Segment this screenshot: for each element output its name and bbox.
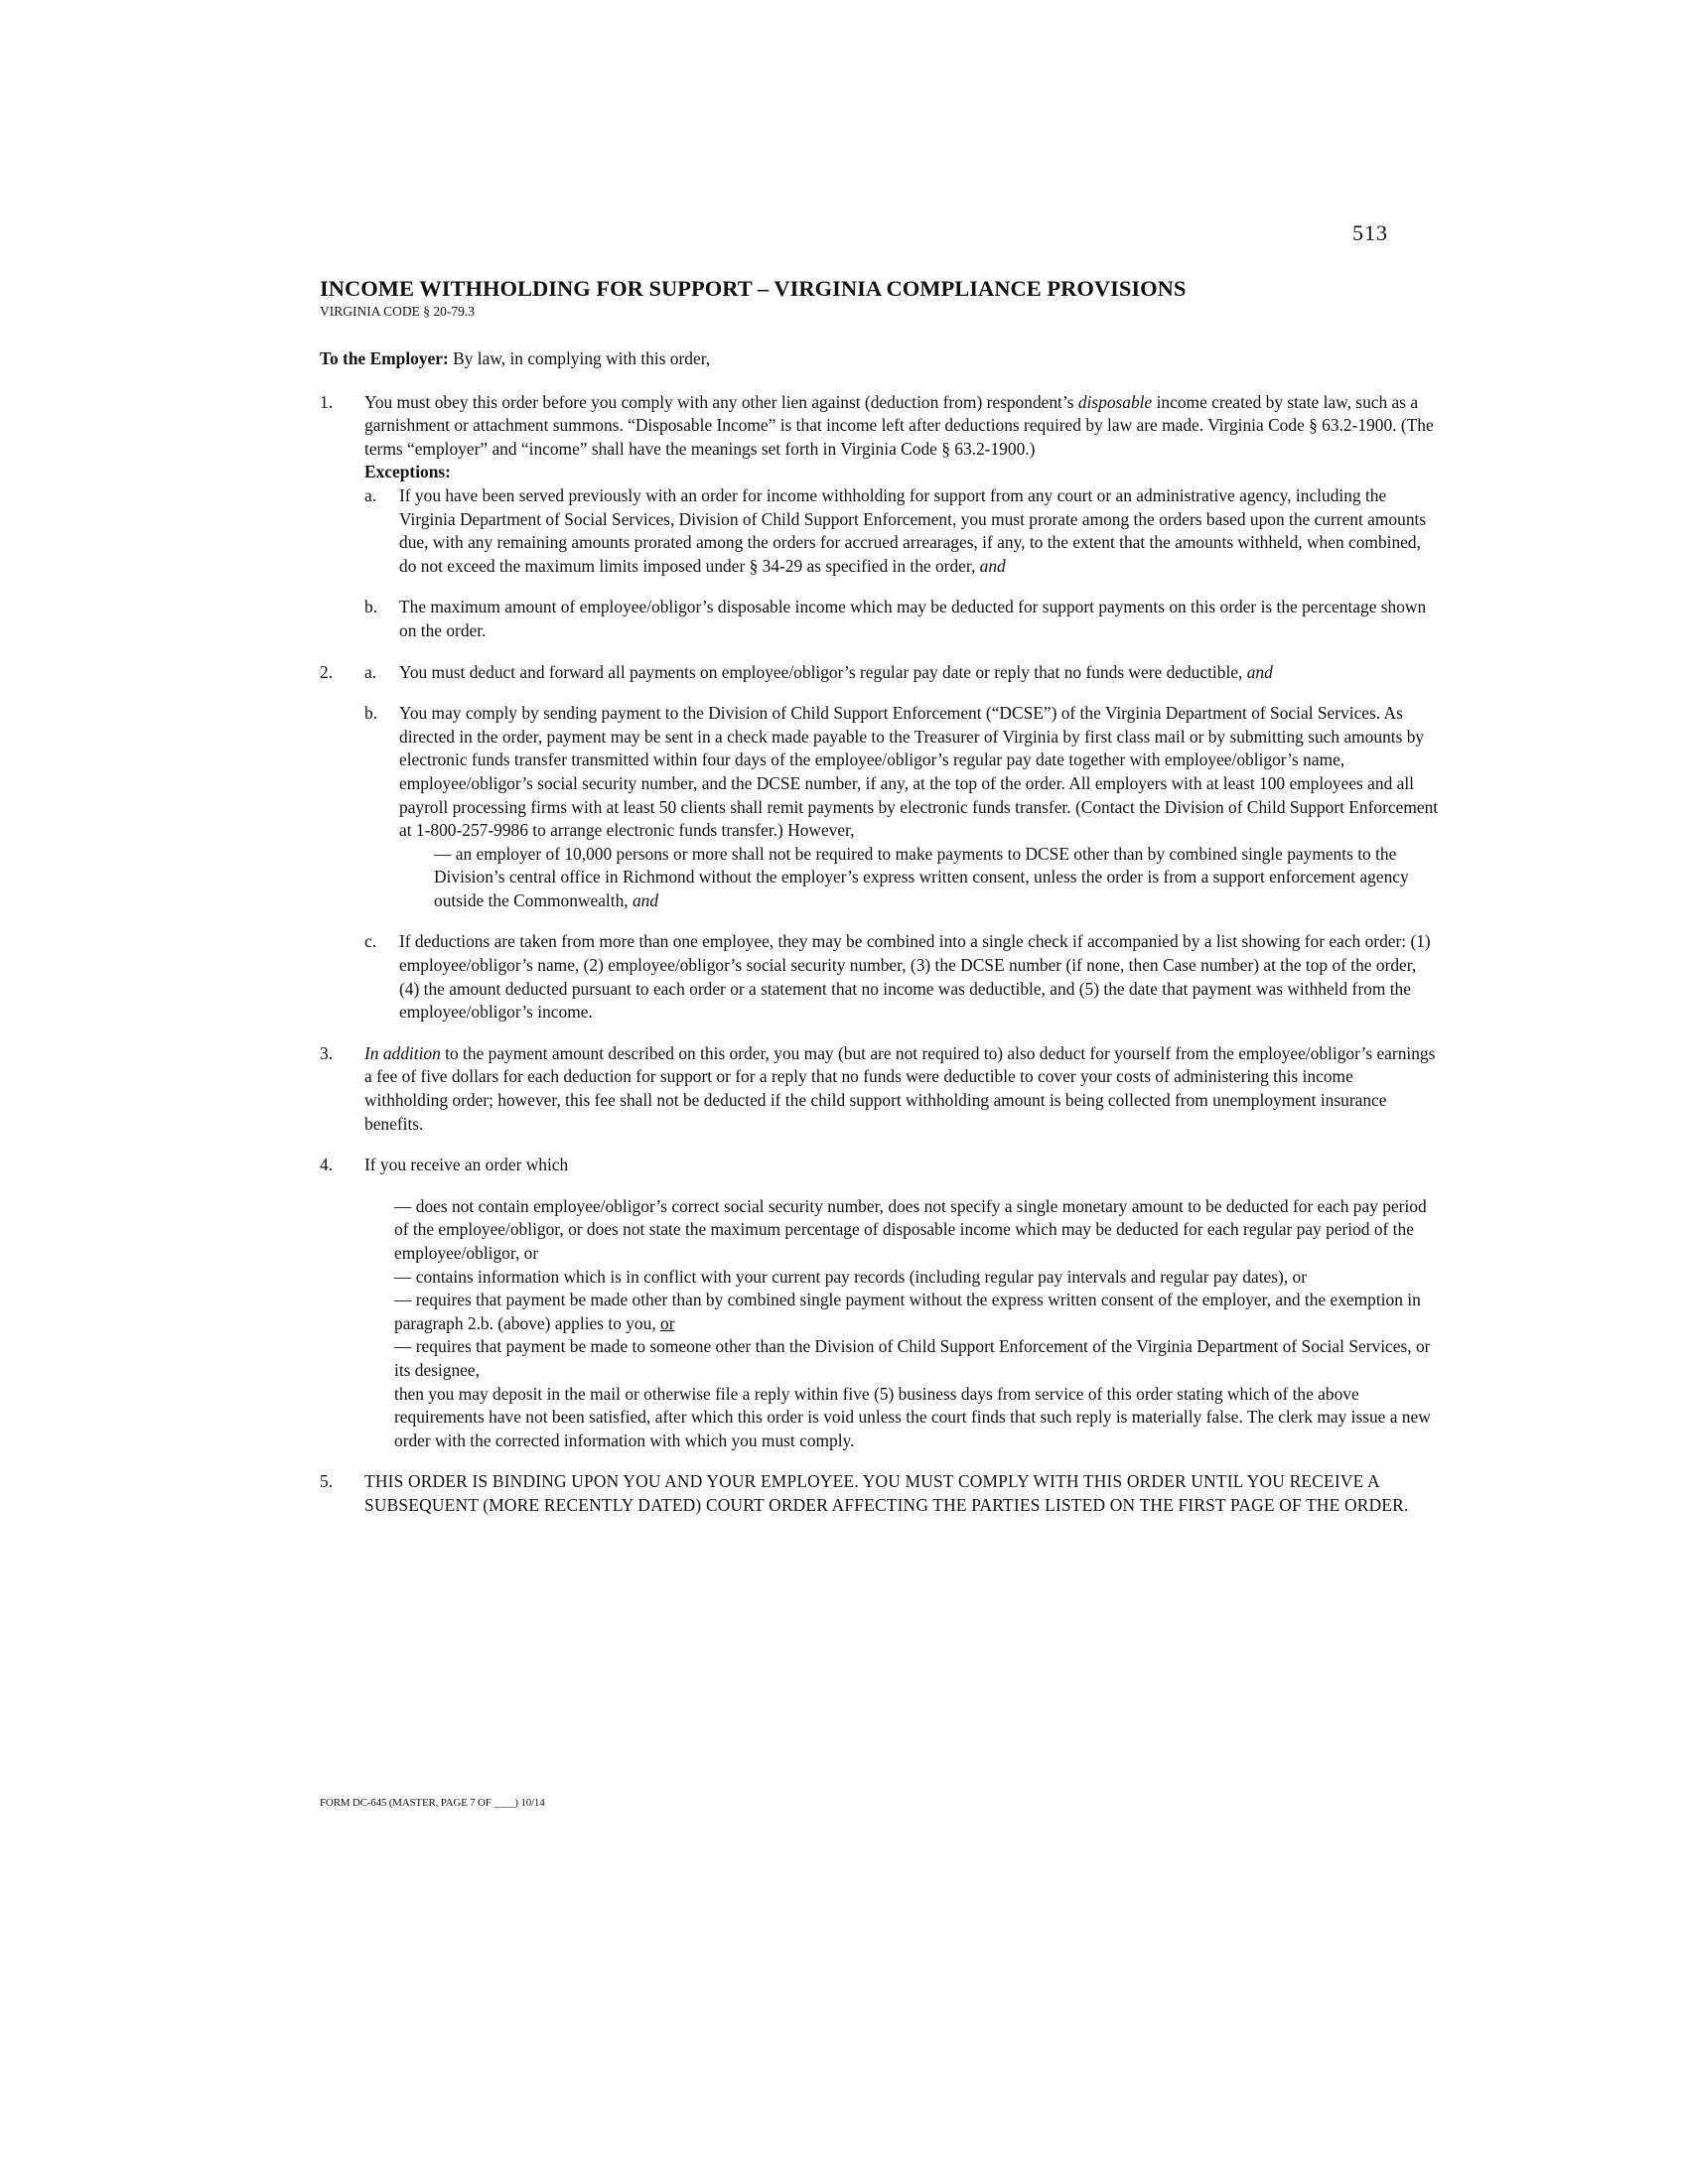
- item-3-text: to the payment amount described on this order, you may (but are not required to) also deduct for yourself from the employee/obligor’s earnings a fee of five dollars for each deduction for support or for a reply that no funds were deductible to cover your costs of administering this income withholding order; however, this fee shall not be deducted if the child support withholding amount is being collected from unemployment insurance benefits.: [364, 1042, 1436, 1134]
- item-number: 2.: [320, 661, 334, 682]
- item-2b-dash-emphasis: and: [632, 889, 659, 910]
- item-2c: [364, 930, 1440, 1024]
- list-item-2: [320, 661, 1440, 1024]
- list-item-4: [320, 1154, 1440, 1452]
- item-2b-text: You may comply by sending payment to the Division of Child Support Enforcement (“DCSE”) of the Virginia Department of Social Services. As directed in the order, payment may be sent in a check made payable to the Treasurer of Virginia by first class mail or by submitting such amounts by electronic funds transfer transmitted within four days of the employee/obligor’s regular pay date together with employee/obligor’s name, employee/obligor’s social security number, and the DCSE number, if any, at the top of the order. All employers with at least 100 employees and all payroll processing firms with at least 50 clients shall remit payments by electronic funds transfer. (Contact the Division of Child Support Enforcement at 1-800-257-9986 to arrange electronic funds transfer.) However,: [399, 703, 1439, 841]
- item-4-dash-2: — contains information which is in conflict with your current pay records (including regular pay intervals and regular pay dates), or: [394, 1266, 1308, 1287]
- item-1-text-a: You must obey this order before you comply with any other lien against (deduction from) respondent’s: [364, 391, 1078, 412]
- sub-body: [399, 484, 1440, 578]
- item-1-text: [364, 391, 1440, 462]
- item-2a-text: You must deduct and forward all payments on employee/obligor’s regular pay date or reply that no funds were deductible,: [399, 661, 1247, 682]
- sub-body: [399, 702, 1440, 912]
- item-4-dash-3: [364, 1289, 1440, 1335]
- item-number: 3.: [320, 1042, 334, 1063]
- document-body: [320, 276, 1440, 1536]
- document-subtitle: VIRGINIA CODE § 20-79.3: [320, 304, 475, 319]
- item-number: 4.: [320, 1155, 334, 1175]
- list-item-3: [320, 1042, 1440, 1136]
- item-2b-dash-text: — an employer of 10,000 persons or more shall not be required to make payments to DCSE other than by combined single payments to the Division’s central office in Richmond without the employer’s express written consent, unless the order is from a support enforcement agency outside the Commonwealth,: [434, 843, 1409, 910]
- page-number: 513: [1352, 220, 1388, 245]
- item-4-dash-3-text: — requires that payment be made other than by combined single payment without the express written consent of the employer, and the exemption in paragraph 2.b. (above) applies to you,: [394, 1290, 1421, 1333]
- item-2c-text: If deductions are taken from more than one employee, they may be combined into a single check if accompanied by a list showing for each order: (1) employee/obligor’s name, (2) employee/obligor’s social security number, (3) the DCSE number (if none, then Case number) at the top of the order, (4) the amount deducted pursuant to each order or a statement that no income was deductible, and (5) the date that payment was withheld from the employee/obligor’s income.: [399, 931, 1431, 1023]
- item-2a: [364, 661, 1440, 685]
- item-2a-emphasis: and: [1246, 661, 1273, 682]
- intro-label: To the Employer:: [320, 348, 449, 368]
- exception-b: [364, 596, 1440, 642]
- document-title: INCOME WITHHOLDING FOR SUPPORT – VIRGINIA COMPLIANCE PROVISIONS: [320, 276, 1187, 301]
- form-footer: FORM DC-645 (MASTER, PAGE 7 OF ____) 10/14: [320, 1797, 545, 1809]
- intro-text: By law, in complying with this order,: [448, 348, 711, 368]
- intro-paragraph: [320, 347, 1440, 371]
- sub-body: [399, 930, 1440, 1024]
- exception-a-emphasis: and: [979, 555, 1006, 576]
- item-4-dash-3-underline: or: [660, 1312, 675, 1333]
- item-2b-dash-clause: [399, 843, 1440, 913]
- item-4-dash-1: — does not contain employee/obligor’s correct social security number, does not specify a single monetary amount to be deducted for each pay period of the employee/obligor, or does not state the maximum percentage of disposable income which may be deducted for each regular pay period of the employee/obligor, or: [394, 1195, 1427, 1263]
- sub-letter: a.: [364, 661, 377, 682]
- item-1-emphasis: disposable: [1077, 391, 1153, 412]
- list-item-1: [320, 391, 1440, 643]
- list-item-5: [320, 1470, 1440, 1517]
- item-4-lead: If you receive an order which: [364, 1155, 569, 1175]
- item-number: 1.: [320, 391, 334, 412]
- sub-letter: a.: [364, 484, 377, 505]
- sub-letter: b.: [364, 597, 378, 617]
- sub-body: [399, 596, 1440, 642]
- item-4-dash-4: — requires that payment be made to someone other than the Division of Child Support Enforcement of the Virginia Department of Social Services, or its designee,: [394, 1336, 1431, 1380]
- item-number: 5.: [320, 1471, 334, 1492]
- exception-b-text: The maximum amount of employee/obligor’s disposable income which may be deducted for support payments on this order is the percentage shown on the order.: [399, 597, 1427, 640]
- exceptions-heading: Exceptions:: [364, 462, 451, 482]
- item-body: [364, 661, 1440, 1024]
- item-1-text-b: income created by state law, such as a garnishment or attachment summons. “Disposable Income” is that income left after deductions required by law are made. Virginia Code § 63.2-1900. (The terms “employer” and “income” shall have the meanings set forth in Virginia Code § 63.2-1900.): [364, 391, 1434, 459]
- item-2b: [364, 702, 1440, 912]
- item-body: [364, 1154, 1440, 1452]
- sub-letter: b.: [364, 703, 378, 724]
- item-body: [364, 1470, 1440, 1517]
- sub-body: [399, 661, 1440, 685]
- sub-letter: c.: [364, 931, 377, 952]
- item-4-closing: then you may deposit in the mail or otherwise file a reply within five (5) business days from service of this order stating which of the above requirements have not been satisfied, after which this order is void unless the court finds that such reply is materially false. The clerk may issue a new order with the corrected information with which you must comply.: [394, 1383, 1431, 1450]
- exception-a: [364, 484, 1440, 578]
- item-body: [364, 391, 1440, 643]
- item-5-text: THIS ORDER IS BINDING UPON YOU AND YOUR EMPLOYEE. YOU MUST COMPLY WITH THIS ORDER UNTIL YOU RECEIVE A SUBSEQUENT (MORE RECENTLY DATED) COURT ORDER AFFECTING THE PARTIES LISTED ON THE FIRST PAGE OF THE ORDER.: [364, 1471, 1409, 1515]
- item-body: [364, 1042, 1440, 1136]
- exception-a-text: If you have been served previously with an order for income withholding for support from any court or an administrative agency, including the Virginia Department of Social Services, Division of Child Support Enforcement, you must prorate among the orders based upon the current amounts due, with any remaining amounts prorated among the orders for accrued arrearages, if any, to the extent that the amounts withheld, when combined, do not exceed the maximum limits imposed under § 34-29 as specified in the order,: [399, 484, 1427, 576]
- item-3-emphasis: In addition: [364, 1042, 441, 1063]
